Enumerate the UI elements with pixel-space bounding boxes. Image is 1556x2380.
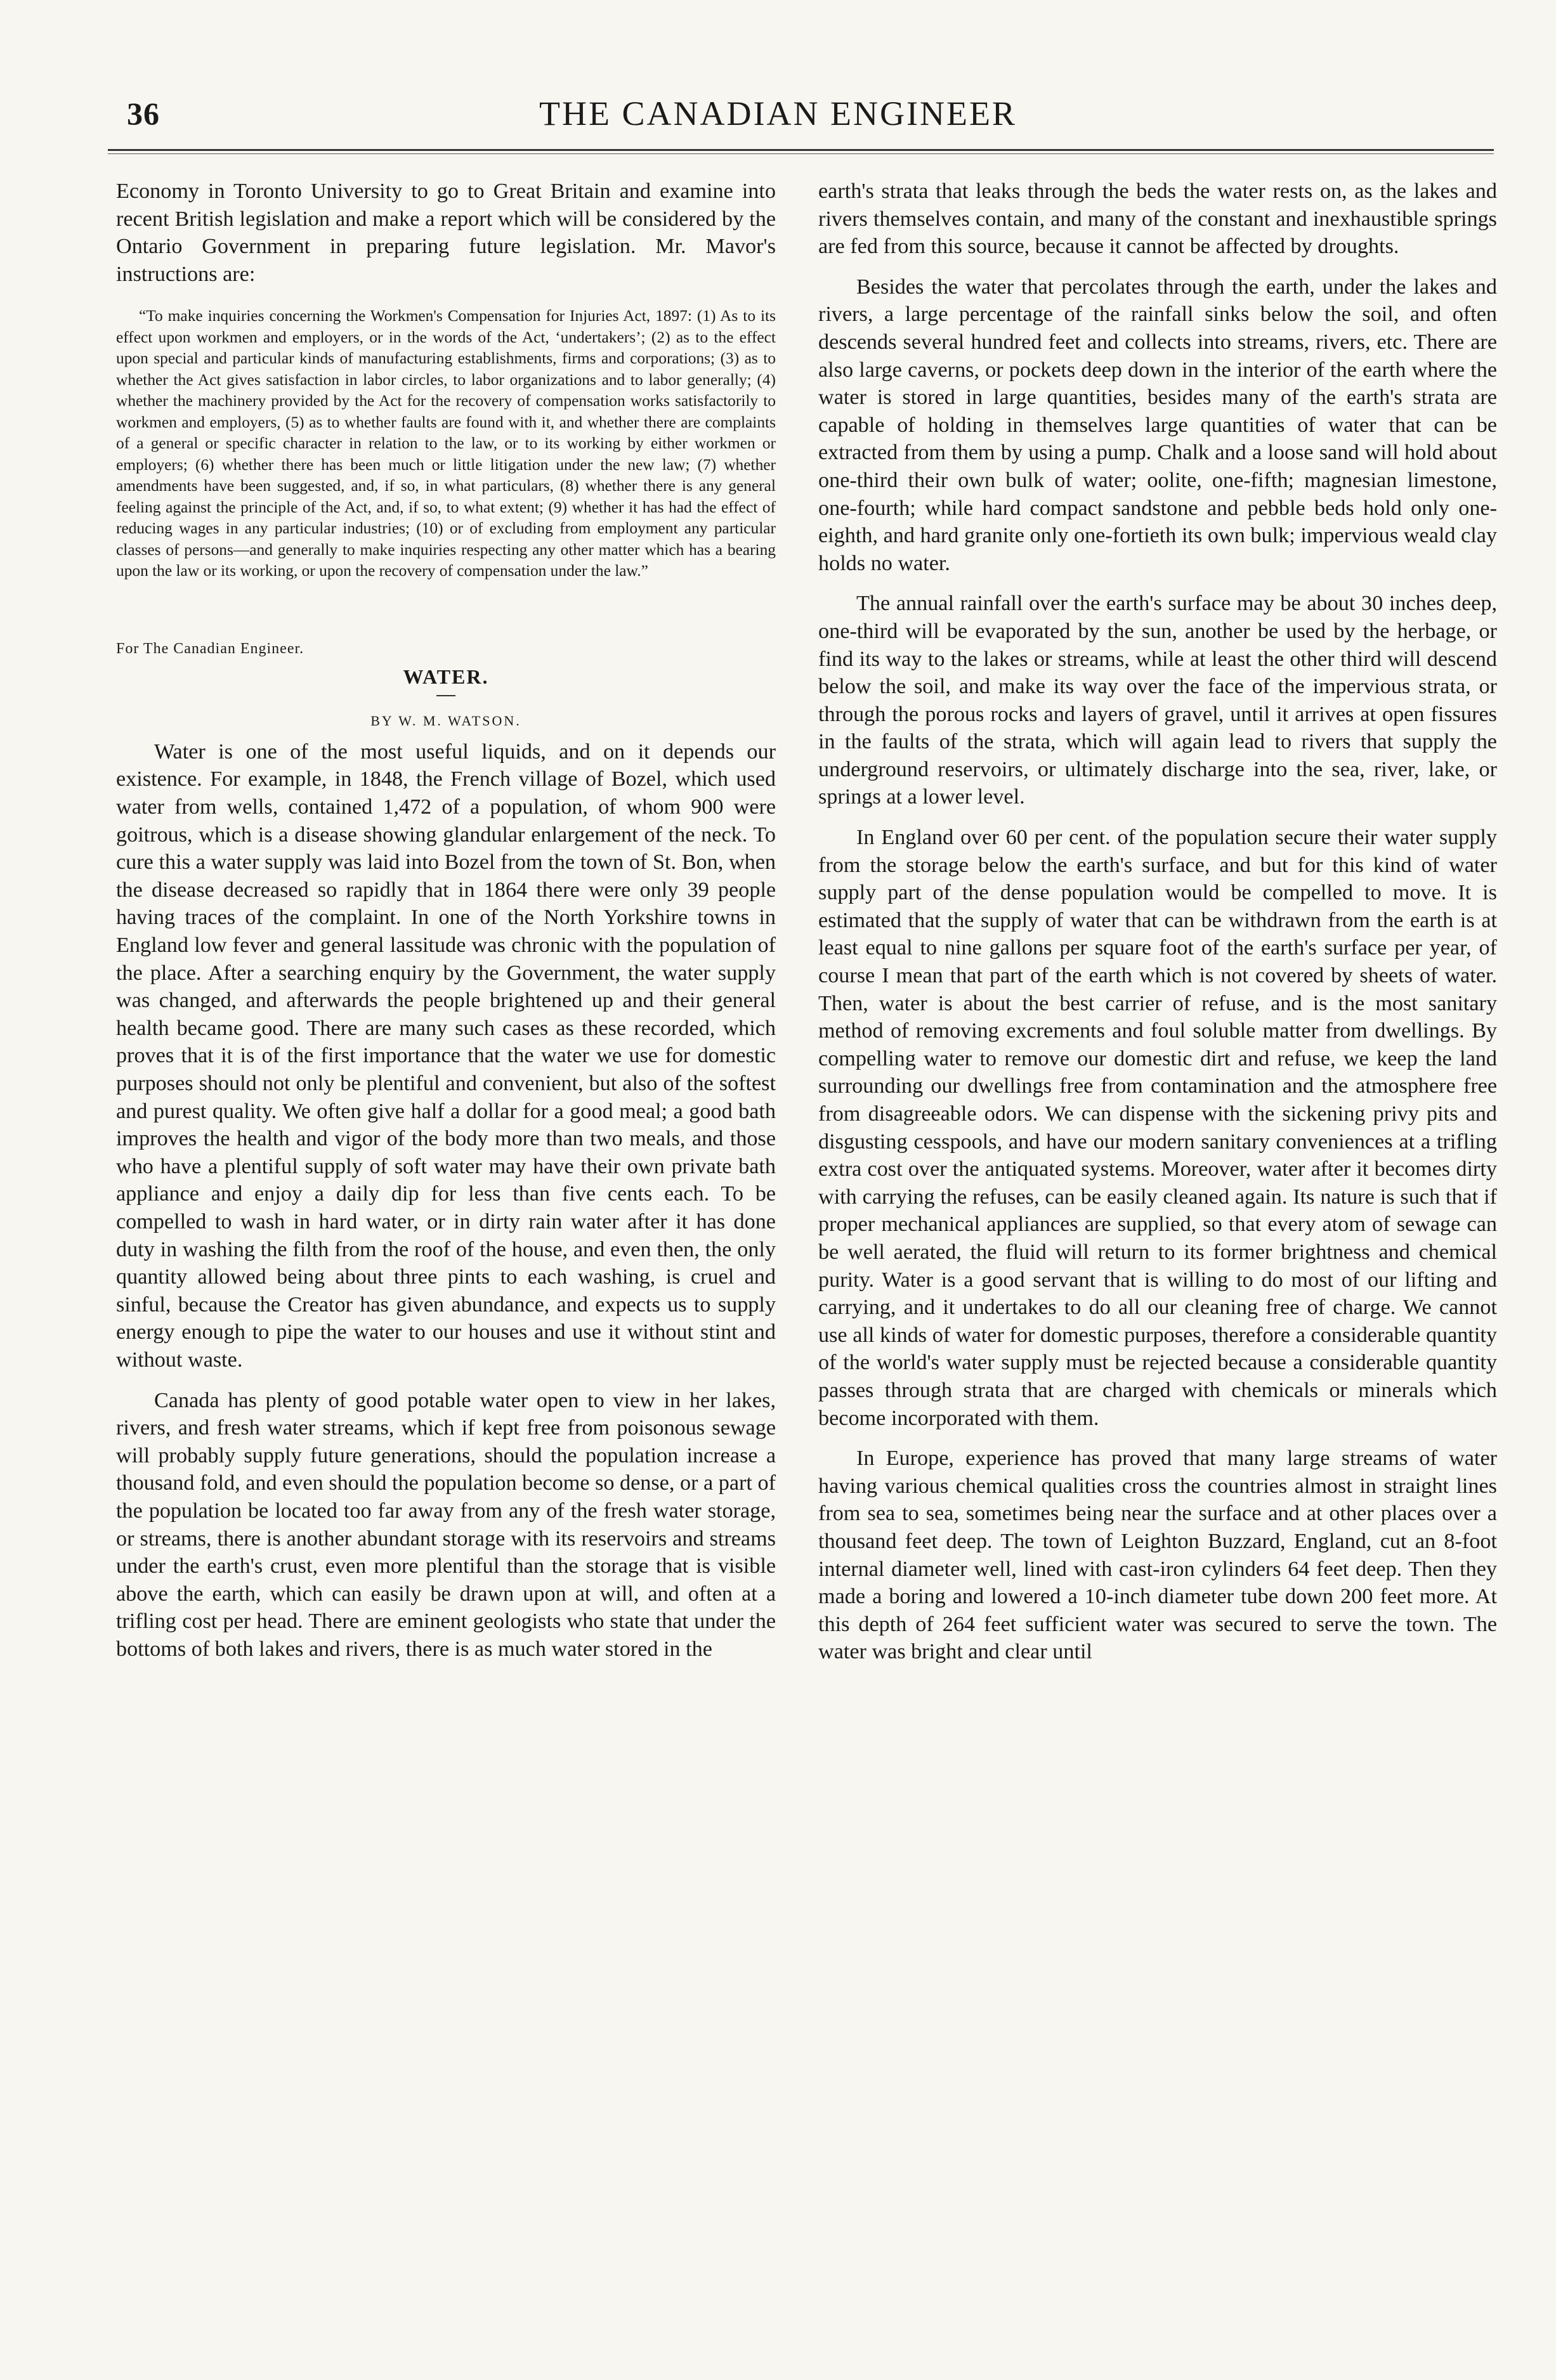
right-column: [818, 178, 1497, 1666]
paragraph: Water is one of the most useful liquids, and on it depends our existence. For example, in 1848, the French village of Bozel, which used water from wells, contained 1,472 of a population, of whom 900 were goitrous, which is a disease showing glandular enlargement of the neck. To cure this a water supply was laid into Bozel from the town of St. Bon, when the disease decreased so rapidly that in 1864 there were only 39 people having traces of the complaint. In one of the North Yorkshire towns in England low fever and general lassitude was chronic with the population of the place. After a searching enquiry by the Government, the water supply was changed, and afterwards the people brightened up and their general health became good. There are many such cases as these recorded, which proves that it is of the first importance that the water we use for domestic purposes should not only be plentiful and convenient, but also of the softest and purest quality. We often give half a dollar for a good meal; a good bath improves the health and vigor of the body more than two meals, and those who have a plentiful supply of soft water may have their own private bath appliance and enjoy a daily dip for less than five cents each. To be compelled to wash in hard water, or in dirty rain water after it has done duty in washing the filth from the roof of the house, and even then, the only quantity allowed being about three pints to each washing, is cruel and sinful, because the Creator has given abundance, and expects us to supply energy enough to pipe the water to our houses and use it without stint and without waste.: [116, 739, 776, 1372]
paragraph: In Europe, experience has proved that many large streams of water having various chemical qualities cross the countries almost in straight lines from sea to sea, sometimes being near the surface and at other places over a thousand feet deep. The town of Leighton Buzzard, England, cut an 8-foot internal diameter well, lined with cast-iron cylinders 64 feet deep. Then they made a boring and lowered a 10-inch diameter tube down 200 feet more. At this depth of 264 feet sufficient water was secured to serve the town. The water was bright and clear until: [818, 1447, 1497, 1664]
paragraph: The annual rainfall over the earth's surface may be about 30 inches deep, one-third will be evaporated by the sun, another be used by the herbage, or find its way to the lakes or streams, while at least the other third will descend below the soil, and make its way over the face of the impervious strata, or through the porous rocks and layers of gravel, until it arrives at open fissures in the faults of the strata, which will again lead to rivers that supply the underground reservoirs, or ultimately discharge into the sea, river, lake, or springs at a lower level.: [818, 592, 1497, 809]
paragraph: Besides the water that percolates through the earth, under the lakes and rivers, a large percentage of the rainfall sinks below the soil, and often descends several hundred feet and collects into streams, rivers, etc. There are also large caverns, or pockets deep down in the interior of the earth where the water is stored in large quantities, besides many of the earth's strata are capable of holding in themselves large quantities of water that can be extracted from them by using a pump. Chalk and a loose sand will hold about one-third their own bulk of water; oolite, one-fifth; magnesian limestone, one-fourth; while hard compact sandstone and pebble beds hold only one-eighth, and hard granite only one-fortieth its own bulk; impervious weald clay holds no water.: [818, 275, 1497, 575]
header-rule: [108, 149, 1494, 154]
instructions-quote: “To make inquiries concerning the Workmen's Compensation for Injuries Act, 1897: (1) As to its effect upon workmen and employers, or in the words of the Act, ‘undertakers’; (2) as to the effect upon special and particular kinds of manufacturing establishments, firms and corporations; (3) as to whether the Act gives satisfaction in labor circles, to labor organizations and to labor generally; (4) whether the machinery provided by the Act for the recovery of compensation works satisfactorily to workmen and employers, (5) as to whether faults are found with it, and whether there are complaints of a general or specific character in relation to the law, or to its working by either workmen or employers; (6) whether there has been much or little litigation under the new law; (7) whether amendments have been suggested, and, if so, in what particulars, (8) whether there is any general feeling against the principle of the Act, and, if so, to what extent; (9) whether it has had the effect of reducing wages in any particular industries; (10) or of excluding from employment any particular classes of persons—and generally to make inquiries respecting any other matter which has a bearing upon the law or its working, or upon the recovery of compensation under the law.”: [116, 307, 776, 580]
paragraph: Canada has plenty of good potable water open to view in her lakes, rivers, and fresh water streams, which if kept free from poisonous sewage will probably supply future generations, should the population increase a thousand fold, and even should the population become so dense, or a part of the population be located too far away from any of the fresh water storage, or streams, there is another abundant storage with its reservoirs and streams under the earth's crust, even more plentiful than the storage that is visible above the earth, which can easily be drawn upon at will, and often at a trifling cost per head. There are eminent geologists who state that under the bottoms of both lakes and rivers, there is as much water stored in the: [116, 1388, 776, 1661]
paragraph: In England over 60 per cent. of the population secure their water supply from the storage below the earth's surface, and but for this kind of water supply part of the dense population would be compelled to move. It is estimated that the supply of water that can be withdrawn from the earth is at least equal to nine gallons per square foot of the earth's surface per year, of course I mean that part of the earth which is not covered by sheets of water. Then, water is about the best carrier of refuse, and is the most sanitary method of removing excrements and foul soluble matter from dwellings. By compelling water to remove our domestic dirt and refuse, we keep the land surrounding our dwellings free from contamination and the atmosphere free from disagreeable odors. We can dispense with the sickening privy pits and disgusting cesspools, and have our modern sanitary conveniences at a trifling extra cost over the antiquated systems. Moreover, water after it becomes dirty with carrying the refuses, can be easily cleaned again. Its nature is such that if proper mechanical appliances are supplied, so that every atom of sewage can be well aerated, the fluid will return to its former brightness and chemical purity. Water is a good servant that is willing to do most of our lifting and carrying, and it undertakes to do all our cleaning free of charge. We cannot use all kinds of water for domestic purposes, therefore a considerable quantity of the world's water supply must be rejected because a considerable quantity passes through strata that are charged with chemicals or minerals which become incorporated with them.: [818, 826, 1497, 1430]
byline: BY W. M. WATSON.: [370, 712, 521, 729]
page-number: 36: [127, 96, 160, 131]
left-column: [116, 178, 776, 1663]
title-rule: [436, 695, 455, 696]
article-title: WATER.: [403, 665, 489, 688]
journal-title: THE CANADIAN ENGINEER: [539, 94, 1017, 133]
intro-paragraph: Economy in Toronto University to go to Great Britain and examine into recent British legislation and make a report which will be considered by the Ontario Government in preparing future legislation. Mr. Mavor's instructions are:: [116, 179, 776, 286]
paragraph: earth's strata that leaks through the beds the water rests on, as the lakes and rivers themselves contain, and many of the constant and inexhaustible springs are fed from this source, because it cannot be affected by droughts.: [818, 179, 1497, 259]
for-line: For The Canadian Engineer.: [116, 640, 304, 657]
